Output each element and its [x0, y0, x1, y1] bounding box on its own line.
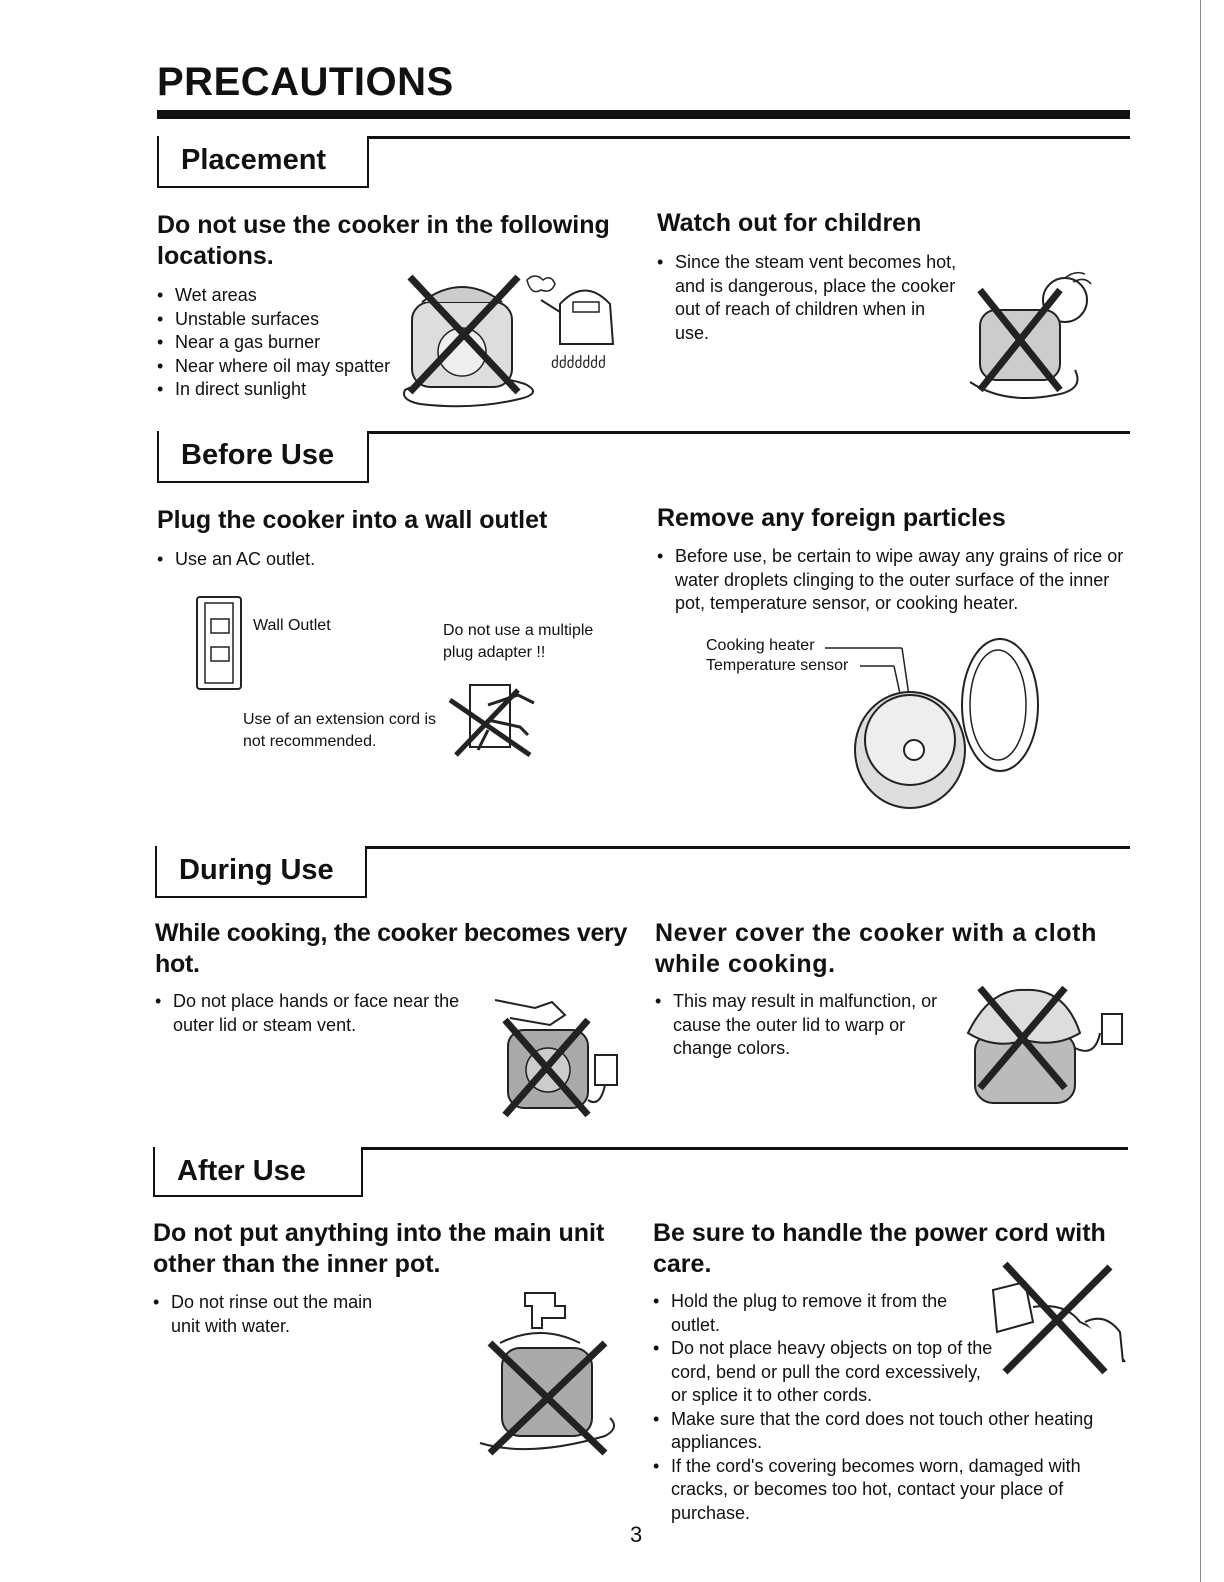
- before-use-section-label: Before Use: [157, 431, 369, 483]
- list-item: • Do not rinse out the main unit with water.: [153, 1291, 393, 1338]
- ac-outlet-list: [157, 548, 457, 572]
- list-item: • Since the steam vent becomes hot, and is dangerous, place the cooker out of reach of children when in use.: [657, 251, 957, 345]
- list-item: • Do not place hands or face near the outer lid or steam vent.: [155, 990, 465, 1037]
- list-item: • Unstable surfaces: [157, 308, 417, 332]
- placement-locations-list: [157, 284, 417, 402]
- children-warning-list: [657, 251, 957, 345]
- placement-right-heading: Watch out for children: [657, 209, 922, 237]
- child-with-cooker-illustration: [965, 270, 1115, 405]
- multiple-adapter-note: Do not use a multiple plug adapter !!: [443, 622, 594, 661]
- list-item: • Do not place heavy objects on top of the cord, bend or pull the cord excessively, or splice it to other cords.: [653, 1337, 1001, 1408]
- list-item: • Use an AC outlet.: [157, 548, 457, 572]
- during-use-right-heading: Never cover the cooker with a cloth while cooking.: [655, 919, 1097, 978]
- hand-near-steam-illustration: [490, 990, 625, 1125]
- during-use-section-label: During Use: [155, 846, 367, 898]
- page-number: 3: [630, 1522, 643, 1547]
- during-use-left-heading: While cooking, the cooker becomes very hot.: [155, 919, 628, 978]
- list-item: • Hold the plug to remove it from the outlet.: [653, 1290, 991, 1337]
- after-use-left-heading: Do not put anything into the main unit other than the inner pot.: [153, 1219, 605, 1278]
- list-item: • Near where oil may spatter: [157, 355, 417, 379]
- hot-cooker-list: [155, 990, 465, 1037]
- rinsing-cooker-illustration: [470, 1288, 630, 1463]
- before-use-left-heading: Plug the cooker into a wall outlet: [157, 506, 548, 534]
- before-use-right-heading: Remove any foreign particles: [657, 504, 1006, 532]
- page-margin-line: [1200, 0, 1201, 1582]
- list-item: • Near a gas burner: [157, 331, 417, 355]
- after-use-section-label: After Use: [153, 1147, 363, 1197]
- kettle-gas-burner-illustration: [515, 272, 630, 372]
- rinse-warning-list: [153, 1291, 393, 1338]
- wall-outlet-label: Wall Outlet: [253, 617, 331, 634]
- pulling-cord-illustration: [985, 1262, 1130, 1382]
- cloth-cover-list: [655, 990, 955, 1061]
- open-cooker-illustration: [810, 630, 1050, 820]
- page-title: PRECAUTIONS: [157, 60, 454, 104]
- title-rule: [157, 110, 1130, 119]
- list-item: • Make sure that the cord does not touch other heating appliances.: [653, 1408, 1128, 1455]
- placement-section-label: Placement: [157, 136, 369, 188]
- list-item: • This may result in malfunction, or cause the outer lid to warp or change colors.: [655, 990, 955, 1061]
- placement-left-heading: Do not use the cooker in the following locations.: [157, 211, 610, 270]
- extension-cord-note: Use of an extension cord is not recommended.: [243, 711, 436, 750]
- covered-cooker-illustration: [950, 978, 1130, 1113]
- list-item: • If the cord's covering becomes worn, damaged with cracks, or becomes too hot, contact your place of purchase.: [653, 1455, 1128, 1526]
- after-use-right-heading: Be sure to handle the power cord with care.: [653, 1219, 1106, 1278]
- temperature-sensor-label: Temperature sensor: [706, 657, 849, 674]
- multiple-adapter-illustration: [448, 675, 538, 760]
- cooking-heater-label: Cooking heater: [706, 637, 815, 654]
- list-item: • Wet areas: [157, 284, 417, 308]
- svg-text:ძძძძძძძ: ძძძძძძძ: [551, 354, 606, 372]
- list-item: • In direct sunlight: [157, 378, 417, 402]
- list-item: • Before use, be certain to wipe away any grains of rice or water droplets clinging to the outer surface of the inner pot, temperature sensor, or cooking heater.: [657, 545, 1132, 616]
- wall-outlet-illustration: [195, 595, 245, 693]
- foreign-particles-list: [657, 545, 1132, 616]
